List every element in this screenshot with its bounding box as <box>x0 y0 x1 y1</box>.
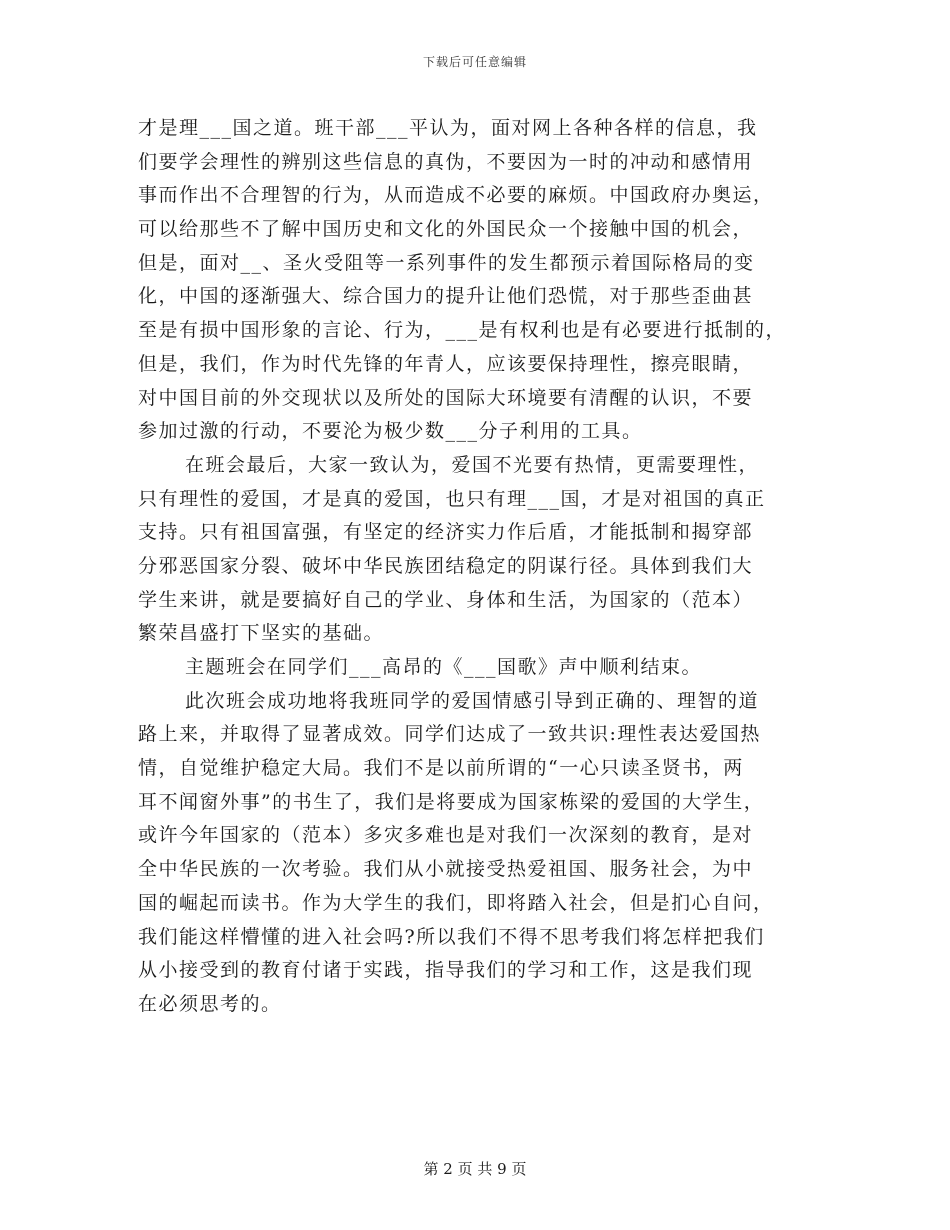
text-line: 对中国目前的外交现状以及所处的国际大环境要有清醒的认识，不要 <box>138 386 754 409</box>
text-line: 但是，面对__、圣火受阻等一系列事件的发生都预示着国际格局的变 <box>138 251 755 274</box>
text-line: 事而作出不合理智的行为，从而造成不必要的麻烦。中国政府办奥运， <box>138 184 774 207</box>
page-number-footer: 第 2 页 共 9 页 <box>423 1160 527 1178</box>
text-line: 情，自觉维护稳定大局。我们不是以前所谓的“一心只读圣贤书，两 <box>138 757 744 780</box>
text-line: 可以给那些不了解中国历史和文化的外国民众一个接触中国的机会， <box>138 218 754 241</box>
text-line: 但是，我们，作为时代先锋的年青人，应该要保持理性，擦亮眼睛， <box>138 352 754 375</box>
text-line: 在必须思考的。 <box>138 992 282 1015</box>
text-line: 或许今年国家的（范本）多灾多难也是对我们一次深刻的教育，是对 <box>138 824 754 847</box>
paragraph-start-line: 此次班会成功地将我班同学的爱国情感引导到正确的、理智的道 <box>185 689 760 712</box>
text-line: 耳不闻窗外事”的书生了，我们是将要成为国家栋梁的爱国的大学生， <box>138 790 765 813</box>
text-line: 分邪恶国家分裂、破坏中华民族团结稳定的阴谋行径。具体到我们大 <box>138 554 754 577</box>
text-line: 参加过激的行动，不要沦为极少数___分子利用的工具。 <box>138 420 643 443</box>
paragraph-start-line: 在班会最后，大家一致认为，爱国不光要有热情，更需要理性， <box>185 453 760 476</box>
text-line: 支持。只有祖国富强，有坚定的经济实力作后盾，才能抵制和揭穿部 <box>138 521 754 544</box>
text-line: 才是理___国之道。班干部___平认为，面对网上各种各样的信息，我 <box>138 117 758 139</box>
text-line: 全中华民族的一次考验。我们从小就接受热爱祖国、服务社会，为中 <box>138 858 754 881</box>
text-line: 繁荣昌盛打下坚实的基础。 <box>138 622 385 645</box>
page-header-note: 下载后可任意编辑 <box>422 55 527 69</box>
text-line: 化，中国的逐渐强大、综合国力的提升让他们恐慌，对于那些歪曲甚 <box>138 285 754 308</box>
document-body <box>138 112 818 1022</box>
text-line: 路上来，并取得了显著成效。同学们达成了一致共识:理性表达爱国热 <box>138 723 761 746</box>
text-line: 从小接受到的教育付诸于实践，指导我们的学习和工作，这是我们现 <box>138 959 754 982</box>
text-line: 学生来讲，就是要搞好自己的学业、身体和生活，为国家的（范本） <box>138 588 754 611</box>
text-line: 国的崛起而读书。作为大学生的我们，即将踏入社会，但是扪心自问， <box>138 891 774 914</box>
text-line: 我们能这样懵懂的进入社会吗?所以我们不得不思考我们将怎样把我们 <box>138 925 765 948</box>
paragraph-start-line: 主题班会在同学们___高昂的《___国歌》声中顺利结束。 <box>185 656 703 678</box>
text-line: 只有理性的爱国，才是真的爱国，也只有理___国，才是对祖国的真正 <box>138 487 766 510</box>
text-line: 至是有损中国形象的言论、行为，___是有权利也是有必要进行抵制的， <box>138 319 787 342</box>
text-line: 们要学会理性的辨别这些信息的真伪，不要因为一时的冲动和感情用 <box>138 150 754 173</box>
